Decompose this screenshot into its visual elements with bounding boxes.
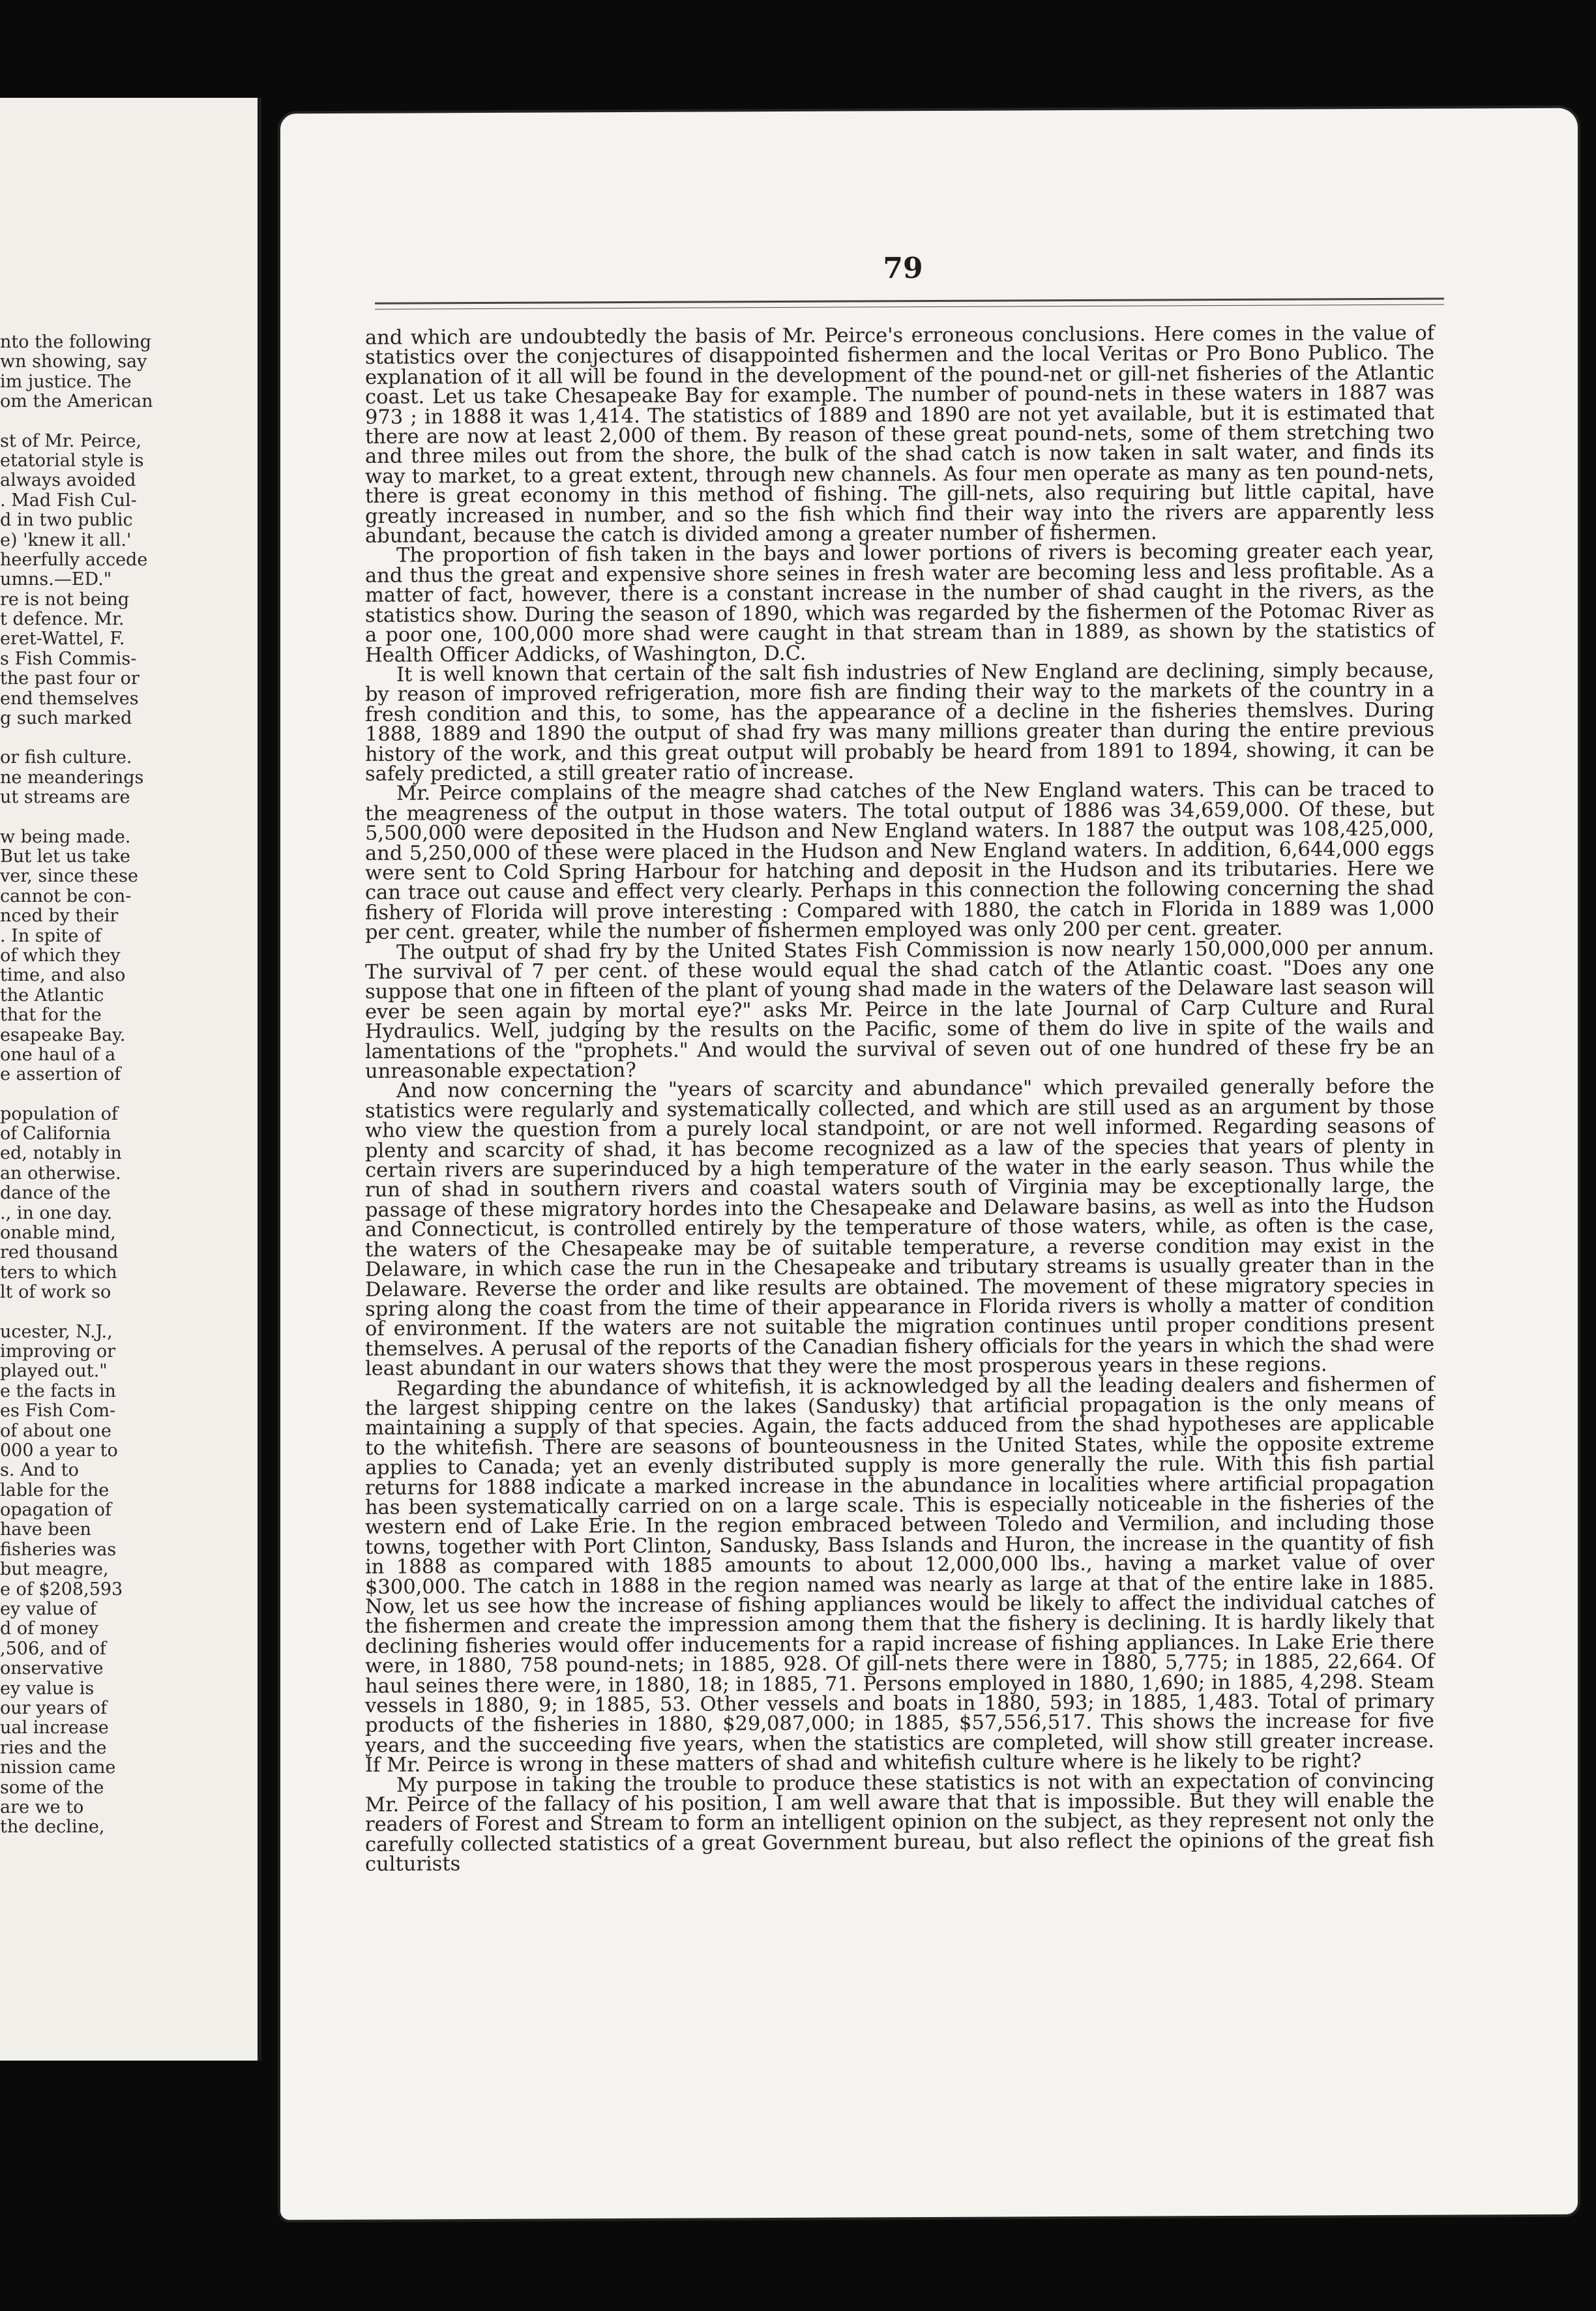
left-line: re is not being (0, 589, 130, 610)
left-line: of California (0, 1124, 111, 1144)
body-text (365, 321, 1434, 1877)
left-line: ters to which (0, 1262, 117, 1283)
left-line: s Fish Commis- (0, 649, 137, 669)
left-line: d in two public (0, 511, 133, 531)
left-line: ut streams are (0, 788, 130, 808)
left-line: improving or (0, 1341, 115, 1362)
left-line: ne meanderings (0, 768, 144, 788)
left-line: esapeake Bay. (0, 1025, 126, 1045)
left-line: ., in one day. (0, 1203, 113, 1223)
left-line: but meagre, (0, 1560, 109, 1580)
left-line: ual increase (0, 1718, 109, 1738)
left-line: w being made. (0, 827, 131, 847)
left-line: e of $208,593 (0, 1579, 123, 1600)
paragraph: The output of shad fry by the United States Fish Commission is now nearly 150,000,000 per annum. The survival of 7 per cent. of these would equal the shad catch of the Atlantic coast. "Does any one suppose that one in fifteen of the plant of young shad made in the waters of the Delaware last season will ever be seen again by mortal eye?" asks Mr. Peirce in the late Journal of Carp Culture and Rural Hydraulics. Well, judging by the results on the Pacific, some of them do live in spite of the wails and lamentations of the "prophets." And would the survival of seven out of one hundred of these fry be an unreasonable expectation? (365, 936, 1434, 1083)
block-gap (0, 1085, 162, 1105)
left-line: some of the (0, 1778, 104, 1798)
left-page-fragment (0, 98, 261, 2061)
left-line: st of Mr. Peirce, (0, 431, 142, 451)
left-line: ver, since these (0, 867, 138, 887)
left-line: ries and the (0, 1738, 107, 1758)
left-line: om the American (0, 392, 153, 412)
paragraph: And now concerning the "years of scarcity and abundance" which prevailed generally before the statistics were regularly and systematically collected, and which are still used as an argument by those who view the question from a purely local standpoint, or are not well informed. Regarding seasons of plenty and scarcity of shad, it has become recognized as a law of the species that years of plenty in certain rivers are superinduced by a high temperature of the water in the early season. Thus while the run of shad in southern rivers and coastal waters south of Virginia may be exceptionally large, the passage of these migratory hordes into the Chesapeake and Delaware basins, as well as into the Hudson and Connecticut, is controlled entirely by the temperature of those waters, while, as often is the case, the waters of the Chesapeake may be of suitable temperature, a reverse condition may exist in the Delaware, in which case the run in the Chesapeake and tributary streams is usually greater than in the Delaware. Reverse the order and like results are obtained. The movement of these migratory species in spring along the coast from the time of their appearance in Florida rivers is wholly a matter of condition of environment. If the waters are not suitable the migration continues until proper conditions present themselves. A perusal of the reports of the Canadian fishery officials for the years in which the shad were least abundant in our waters shows that they were the most prosperous years in these regions. (365, 1075, 1434, 1380)
header-rule (375, 298, 1444, 305)
left-line: umns.—ED." (0, 570, 112, 590)
paragraph: Regarding the abundance of whitefish, it is acknowledged by all the leading dealers and fishermen of the largest shipping centre on the lakes (Sandusky) that artificial propagation is the only means of maintaining a supply of that species. Again, the facts adduced from the shad hypotheses are applicable to the whitefish. There are seasons of bounteousness in the United States, while the opposite extreme applies to Canada; yet an evenly distributed supply is more generally the rule. With this fish partial returns for 1888 indicate a marked increase in the abundance in localities where artificial propagation has been systematically carried on on a large scale. This is especially noticeable in the fisheries of the western end of Lake Erie. In the region embraced between Toledo and Vermilion, and including those towns, together with Port Clinton, Sandusky, Bass Islands and Huron, the increase in the quantity of fish in 1888 as compared with 1885 amounts to about 12,000,000 lbs., having a market value of over $300,000. The catch in 1888 in the region named was nearly as large at that of the entire lake in 1885. Now, let us see how the increase of fishing appliances would be likely to affect the individual catches of the fishermen and create the impression among them that the fishery is declining. It is hardly likely that declining fisheries would offer inducements for a rapid increase of fishing appliances. In Lake Erie there were, in 1880, 758 pound-nets; in 1885, 928. Of gill-nets there were in 1880, 5,775; in 1885, 22,664. Of haul seines there were, in 1880, 18; in 1885, 71. Persons employed in 1880, 1,690; in 1885, 4,298. Steam vessels in 1880, 9; in 1885, 53. Other vessels and boats in 1880, 593; in 1885, 1,483. Total of primary products of the fisheries in 1880, $29,087,000; in 1885, $57,556,517. This shows the increase for five years, and the succeeding five years, when the statistics are completed, will show still greater increase. If Mr. Peirce is wrong in these matters of shad and whitefish culture where is he likely to be right? (365, 1373, 1434, 1778)
left-line: ey value is (0, 1678, 95, 1699)
paragraph: and which are undoubtedly the basis of Mr. Peirce's erroneous conclusions. Here comes in the value of statistics over the conjectures of disappointed fishermen and the local Veritas or Pro Bono Publico. The explanation of it all will be found in the development of the pound-net or gill-net fisheries of the Atlantic coast. Let us take Chesapeake Bay for example. The number of pound-nets in these waters in 1887 was 973 ; in 1888 it was 1,414. The statistics of 1889 and 1890 are not yet available, but it is estimated that there are now at least 2,000 of them. By reason of these great pound-nets, some of them stretching two and three miles out from the shore, the bulk of the shad catch is now taken in salt water, and finds its way to market, to a great extent, through new channels. As four men operate as many as ten pound-nets, there is great economy in this method of fishing. The gill-nets, also requiring but little capital, have greatly increased in number, and so the fish which find their way into the rivers are apparently less abundant, because the catch is divided among a greater number of fishermen. (365, 321, 1434, 548)
left-line: red thousand (0, 1243, 119, 1263)
left-line: t defence. Mr. (0, 610, 125, 630)
left-line: es Fish Com- (0, 1401, 116, 1422)
left-line: end themselves (0, 689, 139, 709)
left-line: heerfully accede (0, 550, 148, 570)
left-line: nto the following (0, 333, 152, 352)
left-line: the Atlantic (0, 985, 104, 1006)
left-line: ucester, N.J., (0, 1322, 113, 1342)
left-line: im justice. The (0, 372, 132, 392)
left-line: ed, notably in (0, 1144, 122, 1164)
page-number: 79 (883, 252, 923, 286)
left-line: d of money (0, 1619, 99, 1639)
left-line: of which they (0, 946, 121, 966)
right-page (280, 108, 1578, 2220)
block-gap (0, 412, 162, 432)
paragraph: My purpose in taking the trouble to produce these statistics is not with an expectation of convincing Mr. Peirce of the fallacy of his position, I am well aware that that is impossible. But they will enable the readers of Forest and Stream to form an intelligent opinion on the subject, as they represent not only the carefully collected statistics of a great Government bureau, but also reflect the opinions of the great fish culturists (365, 1769, 1434, 1877)
left-line: e) 'knew it all.' (0, 530, 132, 550)
paragraph: The proportion of fish taken in the bays and lower portions of rivers is becoming greater each year, and thus the great and expensive shore seines in fresh water are becoming less and less profitable. As a matter of fact, however, there is a constant increase in the number of shad caught in the rivers, as the statistics show. During the season of 1890, which was regarded by the fishermen of the Potomac River as a poor one, 100,000 more shad were caught in that stream than in 1889, as shown by the statistics of Health Officer Addicks, of Washington, D.C. (365, 540, 1434, 667)
left-line: lable for the (0, 1480, 110, 1500)
left-line: are we to (0, 1797, 84, 1817)
paragraph: Mr. Peirce complains of the meagre shad catches of the New England waters. This can be traced to the meagreness of the output in those waters. The total output of 1886 was 34,659,000. Of these, but 5,500,000 were deposited in the Hudson and New England waters. In 1887 the output was 108,425,000, and 5,250,000 of these were placed in the Hudson and New England waters. In addition, 6,644,000 eggs were sent to Cold Spring Harbour for hatching and deposit in the Hudson and its tributaries. Here we can trace out cause and effect very clearly. Perhaps in this connection the following concerning the shad fishery of Florida will prove interesting : Compared with 1880, the catch in Florida in 1889 was 1,000 per cent. greater, while the number of fishermen employed was only 200 per cent. greater. (365, 777, 1434, 944)
left-line: s. And to (0, 1461, 79, 1481)
paragraph: It is well known that certain of the salt fish industries of New England are declining, simply because, by reason of improved refrigeration, more fish are finding their way to the markets of the country in a fresh condition and this, to some, has the appearance of a decline in the fisheries themslves. During 1888, 1889 and 1890 the output of shad fry was many millions greater than during the entire previous history of the work, and this great output will probably be heard from 1891 to 1894, showing, it can be safely predicted, a still greater ratio of increase. (365, 659, 1434, 786)
left-line: nced by their (0, 906, 119, 927)
left-line: lt of work so (0, 1283, 111, 1303)
left-line: or fish culture. (0, 748, 132, 768)
block-gap (0, 808, 162, 827)
left-line: eret-Wattel, F. (0, 629, 125, 649)
left-line: dance of the (0, 1184, 111, 1204)
left-column-text (0, 333, 162, 1838)
left-line: 000 a year to (0, 1440, 118, 1461)
header-rule-thin (375, 305, 1444, 310)
left-line: that for the (0, 1006, 102, 1026)
left-line: opagation of (0, 1500, 111, 1521)
left-line: etatorial style is (0, 451, 144, 471)
left-line: the decline, (0, 1817, 105, 1838)
block-gap (0, 728, 162, 748)
left-line: one haul of a (0, 1045, 116, 1065)
left-line: . In spite of (0, 926, 102, 946)
left-line: an otherwise. (0, 1163, 121, 1184)
left-line: . Mad Fish Cul- (0, 490, 137, 511)
left-line: onable mind, (0, 1223, 116, 1244)
left-line: of about one (0, 1421, 111, 1441)
left-line: ey value of (0, 1600, 96, 1620)
left-line: g such marked (0, 709, 132, 729)
left-line: nission came (0, 1758, 116, 1778)
left-line: cannot be con- (0, 886, 132, 906)
left-line: e the facts in (0, 1381, 116, 1401)
left-line: population of (0, 1104, 118, 1124)
left-line: fisheries was (0, 1540, 117, 1560)
left-line: have been (0, 1520, 91, 1540)
left-line: onservative (0, 1659, 104, 1679)
left-line: But let us take (0, 846, 130, 867)
left-line: ,506, and of (0, 1639, 106, 1659)
left-line: always avoided (0, 471, 136, 491)
left-line: the past four or (0, 669, 140, 689)
block-gap (0, 1303, 162, 1322)
left-line: played out." (0, 1362, 108, 1382)
left-line: wn showing, say (0, 352, 147, 372)
left-line: e assertion of (0, 1065, 121, 1085)
left-line: our years of (0, 1699, 108, 1718)
left-line: time, and also (0, 966, 126, 986)
